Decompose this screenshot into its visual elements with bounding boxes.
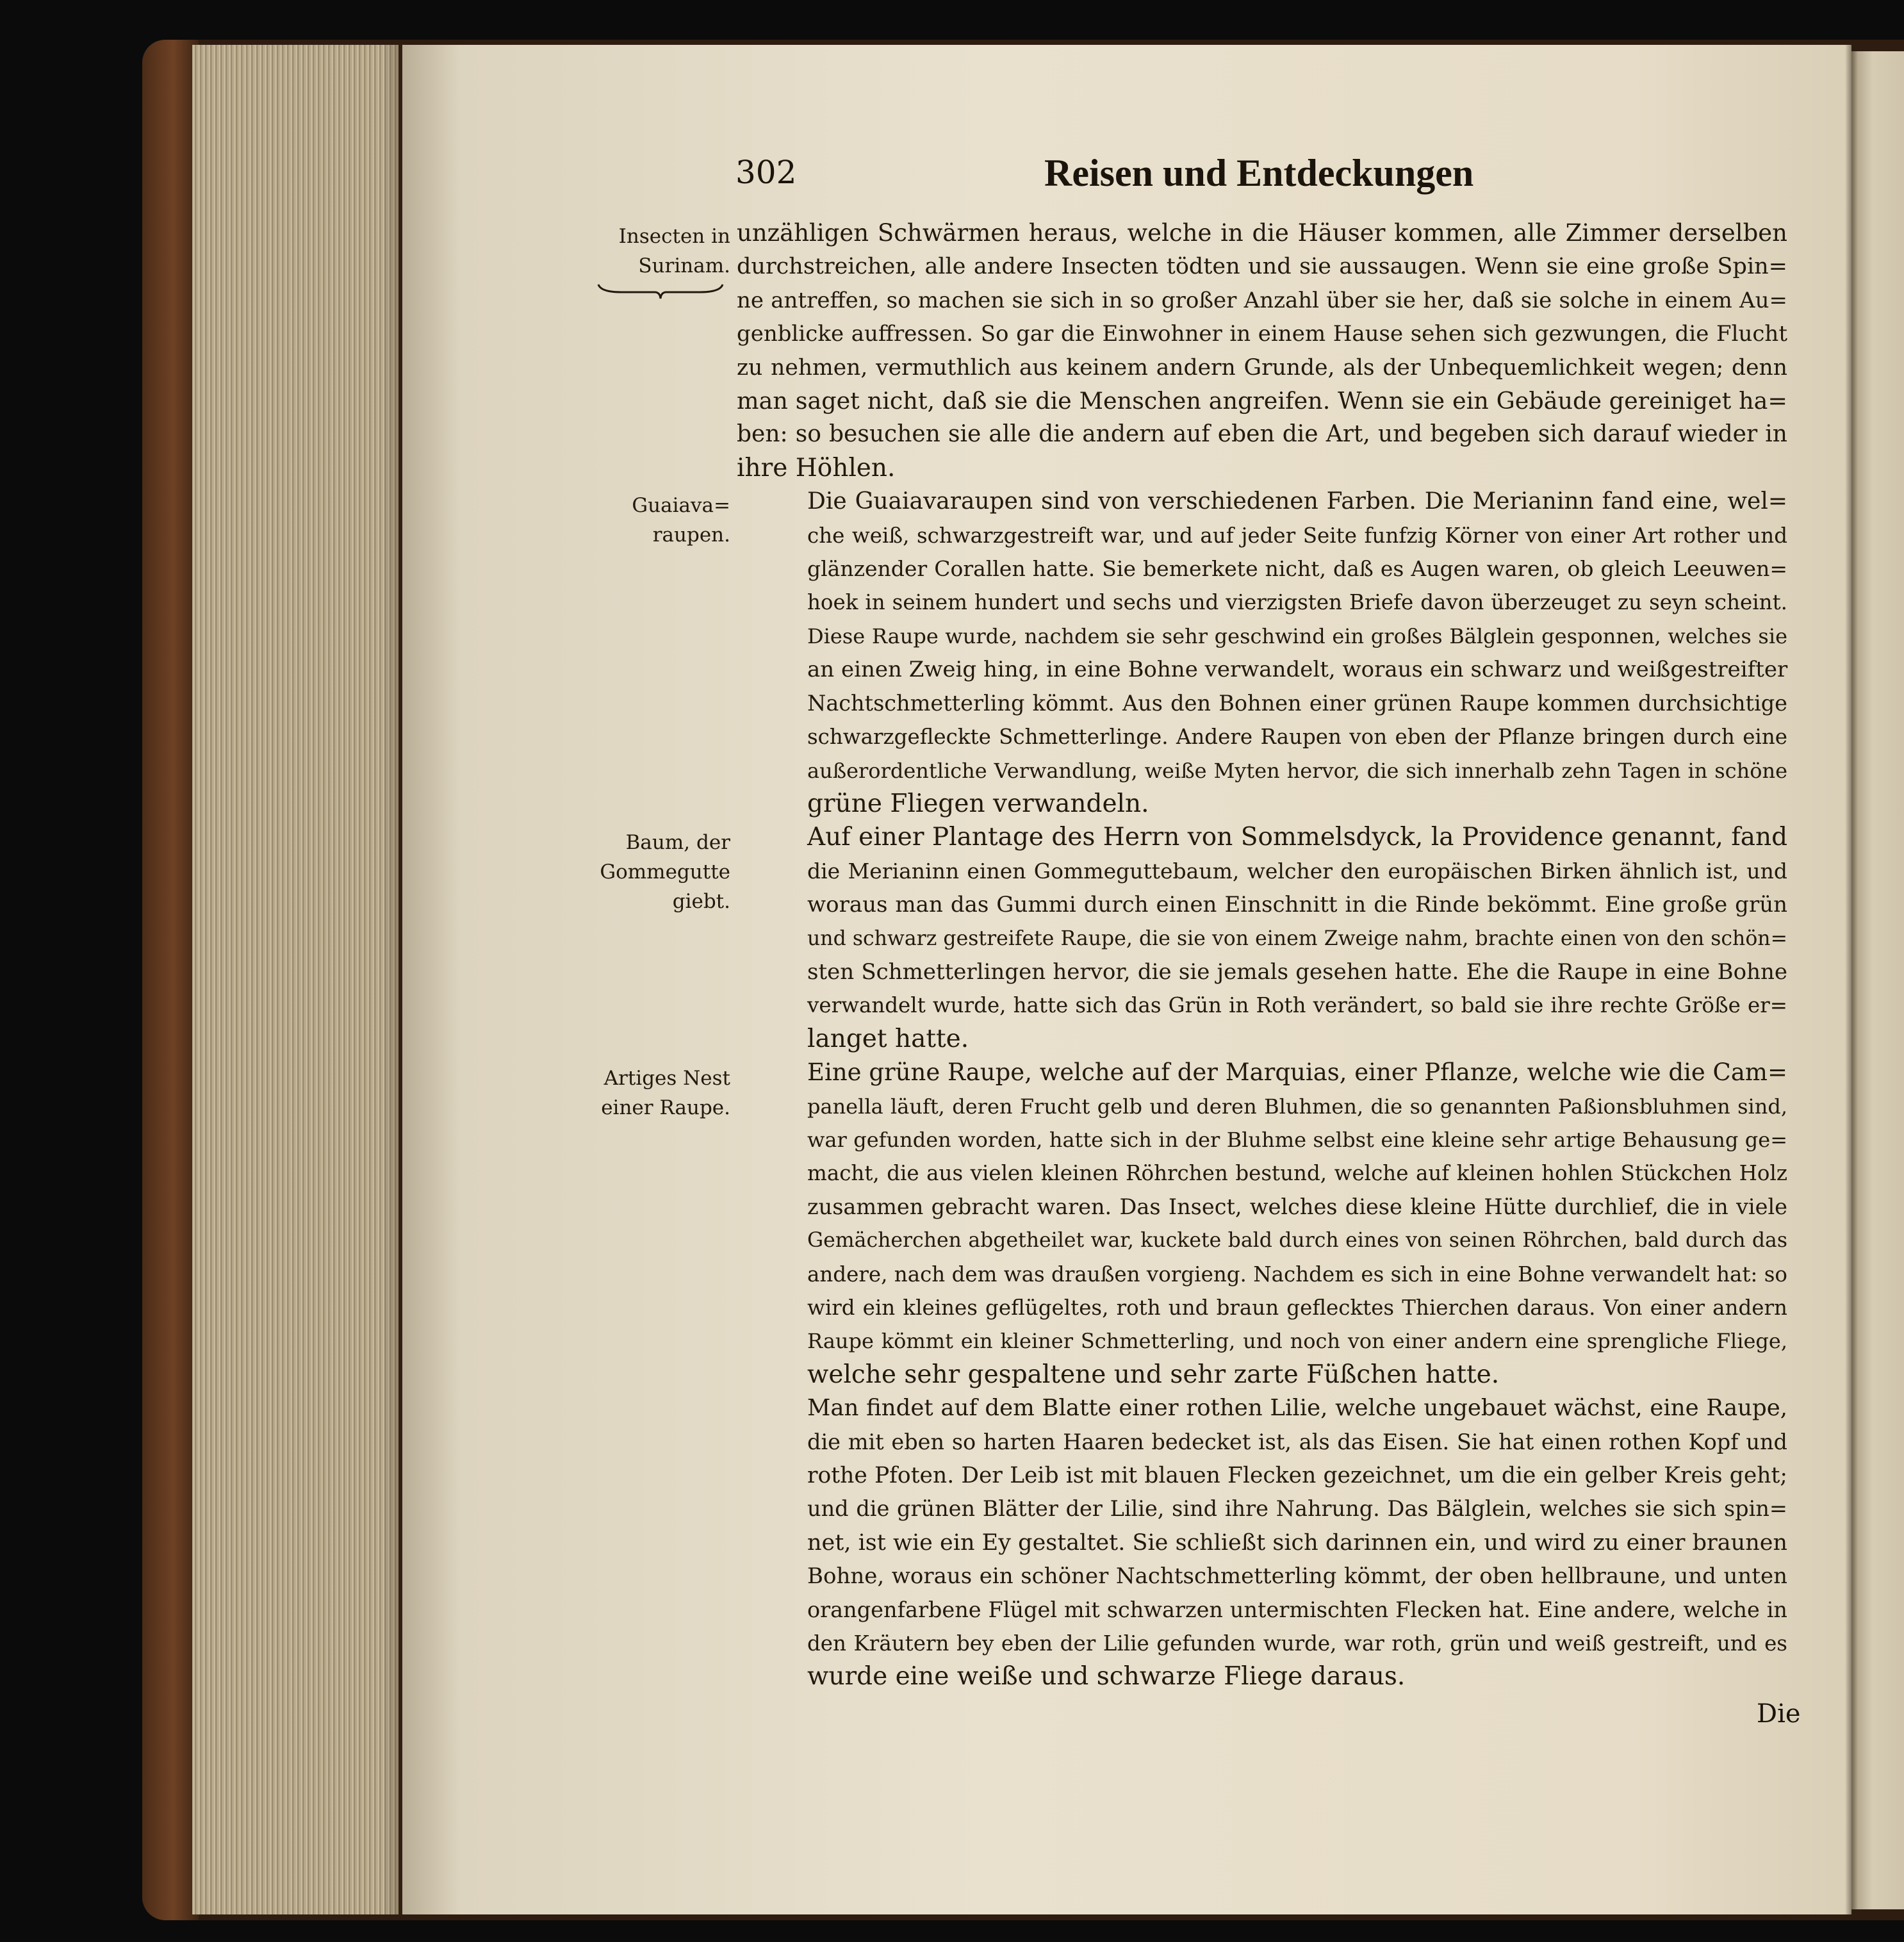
text-line: den Kräutern bey eben der Lilie gefunden wurde, war roth, grün und weiß gestreift, und es — [807, 1631, 1787, 1656]
brace-ornament — [596, 282, 725, 301]
text-line: Bohne, woraus ein schöner Nachtschmetterling kömmt, der oben hellbraune, und unten — [807, 1563, 1787, 1590]
text-line: die Merianinn einen Gommeguttebaum, welcher den europäischen Birken ähnlich ist, und — [807, 858, 1787, 884]
text-line: genblicke auffressen. So gar die Einwohner in einem Hause sehen sich gezwungen, die Flucht — [737, 321, 1787, 347]
margin-note-line: Baum, der — [625, 831, 730, 854]
catchword: Die — [1757, 1699, 1801, 1729]
text-line: ne antreffen, so machen sie sich in so großer Anzahl über sie her, daß sie solche in einem Au= — [737, 287, 1787, 313]
margin-note-guaiava — [588, 491, 730, 550]
text-line: wurde eine weiße und schwarze Fliege daraus. — [807, 1662, 1406, 1691]
text-line: zusammen gebracht waren. Das Insect, welches diese kleine Hütte durchlief, die in viele — [807, 1194, 1787, 1219]
margin-note-line: Gommegutte — [600, 860, 730, 884]
text-line: durchstreichen, alle andere Insecten tödten und sie aussaugen. Wenn sie eine große Spin= — [737, 254, 1787, 280]
text-line: und die grünen Blätter der Lilie, sind ihre Nahrung. Das Bälglein, welches sie sich spin= — [807, 1496, 1787, 1522]
facing-page-edge — [1851, 51, 1904, 1909]
margin-note-nest — [588, 1064, 730, 1123]
gutter-shadow — [1845, 45, 1858, 1914]
text-line: hoek in seinem hundert und sechs und vierzigsten Briefe davon überzeuget zu seyn scheint. — [807, 590, 1787, 615]
text-line: Diese Raupe wurde, nachdem sie sehr geschwind ein großes Bälglein gesponnen, welches sie — [807, 623, 1787, 648]
text-line: rothe Pfoten. Der Leib ist mit blauen Flecken gezeichnet, um die ein gelber Kreis geht; — [807, 1463, 1787, 1489]
body-text — [737, 217, 1787, 1694]
text-line: Nachtschmetterling kömmt. Aus den Bohnen einer grünen Raupe kommen durchsichtige — [807, 690, 1787, 716]
text-line: net, ist wie ein Ey gestaltet. Sie schließt sich darinnen ein, und wird zu einer braunen — [807, 1529, 1787, 1556]
text-line: woraus man das Gummi durch einen Einschnitt in die Rinde bekömmt. Eine große grün — [807, 892, 1787, 918]
text-line: man saget nicht, daß sie die Menschen angreifen. Wenn sie ein Gebäude gereiniget ha= — [737, 387, 1787, 415]
text-line: sten Schmetterlingen hervor, die sie jemals gesehen hatte. Ehe die Raupe in eine Bohne — [807, 959, 1787, 985]
paragraph — [737, 1392, 1787, 1694]
text-line: war gefunden worden, hatte sich in der Bluhme selbst eine kleine sehr artige Behausung ge= — [807, 1127, 1787, 1152]
paragraph — [737, 217, 1787, 485]
paragraph — [737, 1056, 1787, 1392]
text-line: grüne Fliegen verwandeln. — [807, 789, 1149, 818]
margin-note-line: giebt. — [672, 890, 730, 913]
margin-note-line: Insecten in — [618, 225, 730, 248]
paragraph — [737, 821, 1787, 1056]
text-line: glänzender Corallen hatte. Sie bemerkete nicht, daß es Augen waren, ob gleich Leeuwen= — [807, 556, 1787, 582]
margin-note-line: Guaiava= — [632, 494, 730, 517]
text-line: wird ein kleines geflügeltes, roth und braun geflecktes Thierchen daraus. Von einer andern — [807, 1296, 1787, 1320]
text-line: Eine grüne Raupe, welche auf der Marquias, einer Pflanze, welche wie die Cam= — [807, 1058, 1787, 1087]
margin-note-line: Artiges Nest — [603, 1067, 730, 1090]
text-line: langet hatte. — [807, 1024, 969, 1053]
margin-note-baum — [588, 828, 730, 916]
page-edges — [192, 45, 398, 1914]
book-spine — [142, 40, 199, 1920]
running-title: Reisen und Entdeckungen — [1044, 152, 1474, 194]
text-line: unzähligen Schwärmen heraus, welche in die Häuser kommen, alle Zimmer derselben — [737, 219, 1787, 247]
text-line: ben: so besuchen sie alle die andern auf eben die Art, und begeben sich darauf wieder in — [737, 421, 1787, 448]
text-line: orangenfarbene Flügel mit schwarzen untermischten Flecken hat. Eine andere, welche in — [807, 1597, 1787, 1622]
text-line: Gemächerchen abgetheilet war, kuckete bald durch eines von seinen Röhrchen, bald durch das — [807, 1229, 1787, 1253]
margin-note-line: Surinam. — [638, 254, 730, 277]
margin-note-insecten — [588, 222, 730, 281]
text-line: macht, die aus vielen kleinen Röhrchen bestund, welche auf kleinen hohlen Stückchen Holz — [807, 1161, 1787, 1186]
text-line: Man findet auf dem Blatte einer rothen Lilie, welche ungebauet wächst, eine Raupe, — [807, 1395, 1787, 1422]
text-line: panella läuft, deren Frucht gelb und deren Bluhmen, die so genannten Paßionsbluhmen sind, — [807, 1094, 1787, 1119]
text-line: zu nehmen, vermuthlich aus keinem andern Grunde, als der Unbequemlichkeit wegen; denn — [737, 354, 1787, 381]
text-line: an einen Zweig hing, in eine Bohne verwandelt, woraus ein schwarz und weißgestreifter — [807, 657, 1788, 683]
text-line: ihre Höhlen. — [737, 453, 896, 482]
text-line: außerordentliche Verwandlung, weiße Myten hervor, die sich innerhalb zehn Tagen in schöne — [807, 758, 1787, 783]
text-line: Auf einer Plantage des Herrn von Sommelsdyck, la Providence genannt, fand — [807, 823, 1788, 852]
text-line: Raupe kömmt ein kleiner Schmetterling, und noch von einer andern eine sprengliche Fliege, — [807, 1329, 1787, 1354]
margin-note-line: einer Raupe. — [601, 1096, 730, 1119]
text-line: die mit eben so harten Haaren bedecket ist, als das Eisen. Sie hat einen rothen Kopf und — [807, 1429, 1787, 1454]
page-number: 302 — [735, 154, 797, 191]
paragraph — [737, 485, 1787, 821]
text-line: schwarzgefleckte Schmetterlinge. Andere Raupen von eben der Pflanze bringen durch eine — [807, 725, 1787, 750]
margin-note-line: raupen. — [652, 523, 730, 547]
text-line: andere, nach dem was draußen vorgieng. Nachdem es sich in eine Bohne verwandelt hat: so — [807, 1262, 1787, 1287]
text-line: und schwarz gestreifete Raupe, die sie von einem Zweige nahm, brachte einen von den schön= — [807, 926, 1787, 950]
text-line: welche sehr gespaltene und sehr zarte Füßchen hatte. — [807, 1360, 1500, 1389]
text-line: Die Guaiavaraupen sind von verschiedenen Farben. Die Merianinn fand eine, wel= — [807, 488, 1787, 515]
text-line: che weiß, schwarzgestreift war, und auf jeder Seite funfzig Körner von einer Art rother und — [807, 523, 1787, 548]
text-line: verwandelt wurde, hatte sich das Grün in Roth verändert, so bald sie ihre rechte Größe er= — [807, 993, 1787, 1018]
